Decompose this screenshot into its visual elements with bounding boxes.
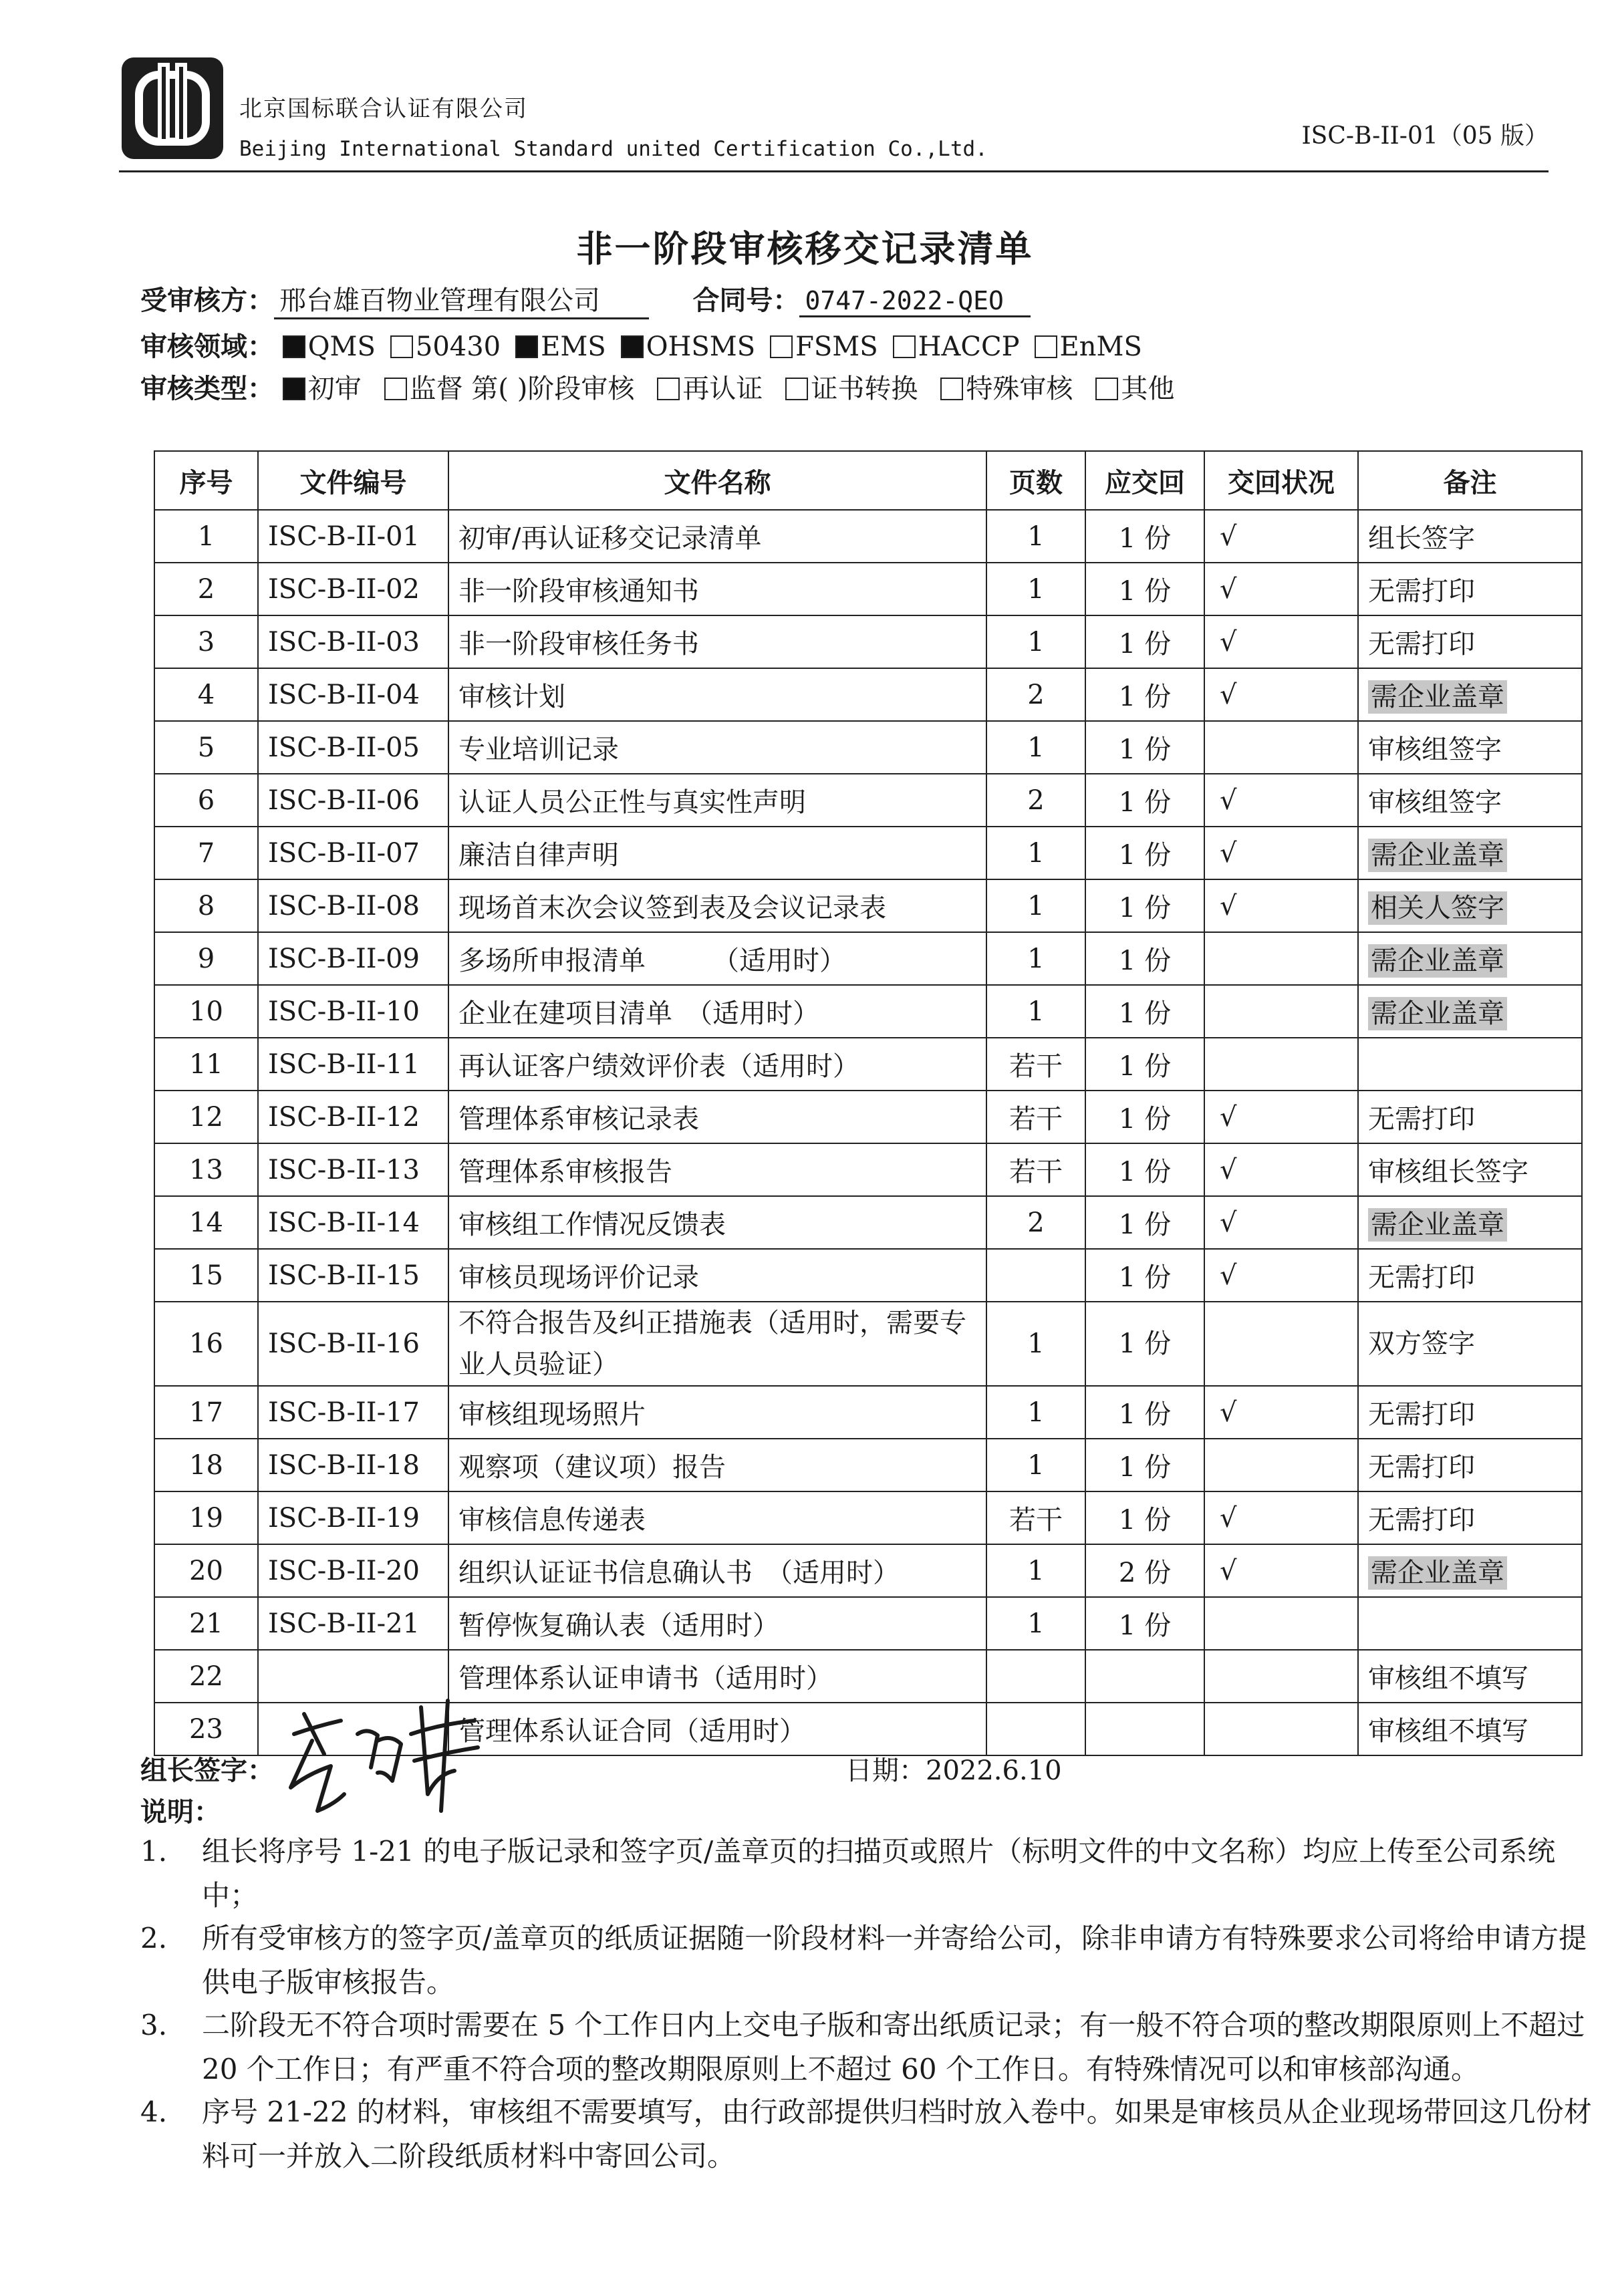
row-code: ISC-B-II-09 xyxy=(258,932,448,985)
row-remark: 无需打印 xyxy=(1358,1386,1582,1439)
row-name: 多场所申报清单 （适用时） xyxy=(448,932,986,985)
table-row xyxy=(154,827,1582,879)
note-text: 二阶段无不符合项时需要在 5 个工作日内上交电子版和寄出纸质记录；有一般不符合项的整改期限原则上不超过 20 个工作日；有严重不符合项的整改期限原则上不超过 60 个工作日。有特殊情况可以和审核部沟通。 xyxy=(202,2009,1585,2086)
row-pages: 若干 xyxy=(986,1491,1085,1544)
highlighted-remark: 需企业盖章 xyxy=(1368,944,1507,978)
transfer-record-table xyxy=(154,450,1583,1756)
date: 日期：2022.6.10 xyxy=(845,1755,1062,1786)
row-name: 再认证客户绩效评价表（适用时） xyxy=(448,1038,986,1091)
row-pages: 1 xyxy=(986,1302,1085,1386)
row-no: 16 xyxy=(154,1302,258,1386)
note-item xyxy=(140,2090,1594,2178)
row-status: √ xyxy=(1204,1091,1358,1143)
row-remark xyxy=(1358,1196,1582,1249)
row-code: ISC-B-II-03 xyxy=(258,615,448,668)
audit-field-option-label: EnMS xyxy=(1059,331,1142,362)
audit-field-option xyxy=(390,331,501,362)
table-row xyxy=(154,1597,1582,1650)
audit-type-option xyxy=(657,374,763,404)
audit-type-option xyxy=(384,374,635,404)
notes-title: 说明： xyxy=(140,1796,221,1828)
table-row xyxy=(154,1544,1582,1597)
row-remark: 双方签字 xyxy=(1358,1302,1582,1386)
row-remark xyxy=(1358,1597,1582,1650)
row-copies: 1 份 xyxy=(1085,1439,1204,1491)
highlighted-remark: 需企业盖章 xyxy=(1368,839,1507,872)
unchecked-box-icon xyxy=(1035,335,1057,358)
row-no: 9 xyxy=(154,932,258,985)
table-row xyxy=(154,1249,1582,1302)
row-no: 5 xyxy=(154,721,258,774)
unchecked-box-icon xyxy=(893,335,916,358)
table-header-row xyxy=(154,451,1582,510)
unchecked-box-icon xyxy=(940,378,963,400)
row-code: ISC-B-II-02 xyxy=(258,563,448,615)
audit-field-option-label: HACCP xyxy=(918,331,1020,362)
note-number: 2. xyxy=(140,1922,168,1955)
row-no: 1 xyxy=(154,510,258,563)
row-copies: 1 份 xyxy=(1085,668,1204,721)
unchecked-box-icon xyxy=(770,335,793,358)
row-code: ISC-B-II-16 xyxy=(258,1302,448,1386)
unchecked-box-icon xyxy=(785,378,808,400)
note-text: 组长将序号 1-21 的电子版记录和签字页/盖章页的扫描页或照片（标明文件的中文名称）均应上传至公司系统中； xyxy=(202,1835,1556,1912)
company-name-en: Beijing International Standard united Certification Co.,Ltd. xyxy=(239,137,988,161)
row-copies: 1 份 xyxy=(1085,563,1204,615)
unchecked-box-icon xyxy=(1095,378,1118,400)
row-pages: 1 xyxy=(986,827,1085,879)
row-name: 观察项（建议项）报告 xyxy=(448,1439,986,1491)
audit-type-option-label: 再认证 xyxy=(682,374,763,404)
row-status xyxy=(1204,985,1358,1038)
row-status: √ xyxy=(1204,615,1358,668)
row-no: 10 xyxy=(154,985,258,1038)
row-pages: 1 xyxy=(986,879,1085,932)
table-row xyxy=(154,985,1582,1038)
row-code: ISC-B-II-19 xyxy=(258,1491,448,1544)
audit-field-options xyxy=(283,331,1157,362)
row-no: 14 xyxy=(154,1196,258,1249)
row-name: 不符合报告及纠正措施表（适用时，需要专业人员验证） xyxy=(448,1302,986,1386)
audit-field-label: 审核领域： xyxy=(140,331,274,362)
row-code: ISC-B-II-18 xyxy=(258,1439,448,1491)
row-no: 7 xyxy=(154,827,258,879)
highlighted-remark: 需企业盖章 xyxy=(1368,1208,1507,1242)
row-no: 11 xyxy=(154,1038,258,1091)
highlighted-remark: 相关人签字 xyxy=(1368,891,1507,925)
row-no: 22 xyxy=(154,1650,258,1703)
checked-box-icon xyxy=(283,335,305,358)
row-pages: 1 xyxy=(986,721,1085,774)
row-status: √ xyxy=(1204,1386,1358,1439)
row-name: 审核计划 xyxy=(448,668,986,721)
row-name: 审核组现场照片 xyxy=(448,1386,986,1439)
row-pages xyxy=(986,1703,1085,1755)
handwritten-signature xyxy=(277,1694,498,1818)
row-no: 6 xyxy=(154,774,258,827)
row-remark xyxy=(1358,1544,1582,1597)
row-status: √ xyxy=(1204,668,1358,721)
row-name: 审核组工作情况反馈表 xyxy=(448,1196,986,1249)
audit-type-option xyxy=(283,374,362,404)
row-copies xyxy=(1085,1650,1204,1703)
row-remark xyxy=(1358,879,1582,932)
highlighted-remark: 需企业盖章 xyxy=(1368,680,1507,714)
row-copies: 1 份 xyxy=(1085,1302,1204,1386)
row-no: 23 xyxy=(154,1703,258,1755)
row-status: √ xyxy=(1204,510,1358,563)
row-copies: 1 份 xyxy=(1085,1249,1204,1302)
auditee-line xyxy=(140,279,1031,319)
note-text: 所有受审核方的签字页/盖章页的纸质证据随一阶段材料一并寄给公司，除非申请方有特殊要求公司将给申请方提供电子版审核报告。 xyxy=(202,1922,1587,1999)
row-pages: 1 xyxy=(986,932,1085,985)
table-row xyxy=(154,932,1582,985)
highlighted-remark: 需企业盖章 xyxy=(1368,1556,1507,1590)
row-remark: 无需打印 xyxy=(1358,1491,1582,1544)
col-header-pages: 页数 xyxy=(986,451,1085,510)
highlighted-remark: 需企业盖章 xyxy=(1368,997,1507,1030)
row-status xyxy=(1204,721,1358,774)
row-pages: 1 xyxy=(986,615,1085,668)
row-code: ISC-B-II-12 xyxy=(258,1091,448,1143)
audit-field-option xyxy=(893,331,1020,362)
audit-type-options xyxy=(283,374,1198,404)
row-remark: 审核组签字 xyxy=(1358,774,1582,827)
leader-signature-label: 组长签字： xyxy=(140,1755,274,1786)
table-row xyxy=(154,668,1582,721)
auditee-label: 受审核方： xyxy=(140,285,274,316)
row-copies: 1 份 xyxy=(1085,985,1204,1038)
row-remark: 审核组长签字 xyxy=(1358,1143,1582,1196)
audit-type-option xyxy=(1095,374,1174,404)
audit-field-line xyxy=(140,325,1157,364)
row-remark: 组长签字 xyxy=(1358,510,1582,563)
checked-box-icon xyxy=(283,378,305,400)
row-code: ISC-B-II-13 xyxy=(258,1143,448,1196)
row-pages: 1 xyxy=(986,510,1085,563)
note-item xyxy=(140,1830,1594,1918)
row-remark: 审核组签字 xyxy=(1358,721,1582,774)
row-copies: 1 份 xyxy=(1085,1597,1204,1650)
note-number: 3. xyxy=(140,2009,168,2041)
row-name: 专业培训记录 xyxy=(448,721,986,774)
contract-value: 0747-2022-QEO xyxy=(799,286,1031,317)
row-status xyxy=(1204,1038,1358,1091)
table-row xyxy=(154,1439,1582,1491)
audit-field-option-label: QMS xyxy=(307,331,376,362)
audit-type-label: 审核类型： xyxy=(140,373,274,404)
row-name: 管理体系认证申请书（适用时） xyxy=(448,1650,986,1703)
row-code: ISC-B-II-05 xyxy=(258,721,448,774)
unchecked-box-icon xyxy=(390,335,413,358)
document-number: ISC-B-II-01（05 版） xyxy=(1301,122,1549,150)
row-code: ISC-B-II-08 xyxy=(258,879,448,932)
table-row xyxy=(154,774,1582,827)
row-copies: 1 份 xyxy=(1085,721,1204,774)
row-pages: 1 xyxy=(986,985,1085,1038)
row-name: 现场首末次会议签到表及会议记录表 xyxy=(448,879,986,932)
row-status xyxy=(1204,1439,1358,1491)
row-remark xyxy=(1358,985,1582,1038)
row-remark: 无需打印 xyxy=(1358,1439,1582,1491)
row-name: 审核信息传递表 xyxy=(448,1491,986,1544)
row-remark: 审核组不填写 xyxy=(1358,1650,1582,1703)
row-remark xyxy=(1358,668,1582,721)
row-status xyxy=(1204,932,1358,985)
col-header-no: 序号 xyxy=(154,451,258,510)
note-number: 1. xyxy=(140,1835,168,1868)
row-status: √ xyxy=(1204,1196,1358,1249)
row-copies: 1 份 xyxy=(1085,1091,1204,1143)
table-row xyxy=(154,1091,1582,1143)
row-pages: 1 xyxy=(986,1386,1085,1439)
row-status: √ xyxy=(1204,827,1358,879)
audit-field-option xyxy=(770,331,878,362)
contract-label: 合同号： xyxy=(692,285,800,316)
table-row xyxy=(154,1143,1582,1196)
row-code: ISC-B-II-15 xyxy=(258,1249,448,1302)
unchecked-box-icon xyxy=(657,378,680,400)
row-status: √ xyxy=(1204,1544,1358,1597)
table-row xyxy=(154,879,1582,932)
row-code: ISC-B-II-14 xyxy=(258,1196,448,1249)
row-code: ISC-B-II-21 xyxy=(258,1597,448,1650)
row-name: 非一阶段审核任务书 xyxy=(448,615,986,668)
row-copies: 1 份 xyxy=(1085,1491,1204,1544)
checked-box-icon xyxy=(621,335,644,358)
row-name: 非一阶段审核通知书 xyxy=(448,563,986,615)
row-copies: 1 份 xyxy=(1085,932,1204,985)
row-code: ISC-B-II-17 xyxy=(258,1386,448,1439)
row-name: 管理体系审核报告 xyxy=(448,1143,986,1196)
row-remark: 无需打印 xyxy=(1358,1091,1582,1143)
note-number: 4. xyxy=(140,2096,168,2128)
table-row xyxy=(154,1038,1582,1091)
audit-type-option-label: 其他 xyxy=(1121,374,1175,404)
note-item xyxy=(140,1916,1594,2005)
table-row xyxy=(154,510,1582,563)
row-remark xyxy=(1358,932,1582,985)
row-status: √ xyxy=(1204,1143,1358,1196)
row-status: √ xyxy=(1204,774,1358,827)
auditee-value: 邢台雄百物业管理有限公司 xyxy=(274,279,649,319)
row-pages: 2 xyxy=(986,774,1085,827)
row-name: 初审/再认证移交记录清单 xyxy=(448,510,986,563)
table-row xyxy=(154,1386,1582,1439)
col-header-status: 交回状况 xyxy=(1204,451,1358,510)
row-remark xyxy=(1358,827,1582,879)
table-row xyxy=(154,1196,1582,1249)
table-row xyxy=(154,721,1582,774)
row-no: 2 xyxy=(154,563,258,615)
row-code: ISC-B-II-10 xyxy=(258,985,448,1038)
row-no: 8 xyxy=(154,879,258,932)
row-no: 21 xyxy=(154,1597,258,1650)
row-pages: 1 xyxy=(986,1597,1085,1650)
row-name: 审核员现场评价记录 xyxy=(448,1249,986,1302)
row-code: ISC-B-II-04 xyxy=(258,668,448,721)
row-code: ISC-B-II-11 xyxy=(258,1038,448,1091)
row-name: 认证人员公正性与真实性声明 xyxy=(448,774,986,827)
audit-field-option xyxy=(283,331,376,362)
row-code: ISC-B-II-20 xyxy=(258,1544,448,1597)
row-name: 廉洁自律声明 xyxy=(448,827,986,879)
row-status: √ xyxy=(1204,1491,1358,1544)
audit-field-option-label: EMS xyxy=(541,331,606,362)
audit-type-option-label: 特殊审核 xyxy=(966,374,1073,404)
row-name: 暂停恢复确认表（适用时） xyxy=(448,1597,986,1650)
row-no: 18 xyxy=(154,1439,258,1491)
row-copies: 2 份 xyxy=(1085,1544,1204,1597)
row-copies: 1 份 xyxy=(1085,1038,1204,1091)
table-row xyxy=(154,1302,1582,1386)
row-no: 20 xyxy=(154,1544,258,1597)
audit-type-option xyxy=(940,374,1073,404)
row-pages: 1 xyxy=(986,1544,1085,1597)
row-name: 管理体系认证合同（适用时） xyxy=(448,1703,986,1755)
company-name-cn: 北京国标联合认证有限公司 xyxy=(239,96,528,122)
row-status xyxy=(1204,1650,1358,1703)
audit-type-option-label: 监督 第( )阶段审核 xyxy=(409,374,635,404)
row-copies: 1 份 xyxy=(1085,774,1204,827)
table-row xyxy=(154,1491,1582,1544)
row-remark: 无需打印 xyxy=(1358,615,1582,668)
row-pages: 2 xyxy=(986,1196,1085,1249)
row-copies: 1 份 xyxy=(1085,827,1204,879)
audit-field-option xyxy=(515,331,606,362)
row-copies: 1 份 xyxy=(1085,615,1204,668)
row-remark: 审核组不填写 xyxy=(1358,1703,1582,1755)
row-remark: 无需打印 xyxy=(1358,563,1582,615)
row-name: 管理体系审核记录表 xyxy=(448,1091,986,1143)
row-code: ISC-B-II-07 xyxy=(258,827,448,879)
audit-field-option xyxy=(621,331,755,362)
audit-field-option-label: 50430 xyxy=(415,331,501,362)
header-divider xyxy=(119,170,1549,172)
col-header-copies: 应交回 xyxy=(1085,451,1204,510)
note-text: 序号 21-22 的材料，审核组不需要填写，由行政部提供归档时放入卷中。如果是审核员从企业现场带回这几份材料可一并放入二阶段纸质材料中寄回公司。 xyxy=(202,2096,1592,2172)
row-remark xyxy=(1358,1038,1582,1091)
row-pages: 2 xyxy=(986,668,1085,721)
row-code: ISC-B-II-06 xyxy=(258,774,448,827)
row-name: 企业在建项目清单 （适用时） xyxy=(448,985,986,1038)
row-pages xyxy=(986,1650,1085,1703)
row-status xyxy=(1204,1597,1358,1650)
row-copies: 1 份 xyxy=(1085,879,1204,932)
audit-type-option-label: 初审 xyxy=(307,374,362,404)
row-no: 17 xyxy=(154,1386,258,1439)
audit-type-option-label: 证书转换 xyxy=(811,374,918,404)
audit-type-line xyxy=(140,368,1197,406)
audit-field-option xyxy=(1035,331,1142,362)
note-item xyxy=(140,2003,1594,2092)
row-copies: 1 份 xyxy=(1085,1143,1204,1196)
row-status: √ xyxy=(1204,563,1358,615)
col-header-remark: 备注 xyxy=(1358,451,1582,510)
row-pages: 若干 xyxy=(986,1038,1085,1091)
row-no: 19 xyxy=(154,1491,258,1544)
row-status: √ xyxy=(1204,879,1358,932)
row-no: 4 xyxy=(154,668,258,721)
row-status xyxy=(1204,1703,1358,1755)
company-logo xyxy=(119,55,226,162)
audit-type-option xyxy=(785,374,918,404)
row-copies: 1 份 xyxy=(1085,1386,1204,1439)
row-copies: 1 份 xyxy=(1085,510,1204,563)
row-pages: 若干 xyxy=(986,1091,1085,1143)
row-status xyxy=(1204,1302,1358,1386)
table-row xyxy=(154,615,1582,668)
row-name: 组织认证证书信息确认书 （适用时） xyxy=(448,1544,986,1597)
col-header-name: 文件名称 xyxy=(448,451,986,510)
row-no: 13 xyxy=(154,1143,258,1196)
row-no: 3 xyxy=(154,615,258,668)
audit-field-option-label: OHSMS xyxy=(646,331,756,362)
row-no: 15 xyxy=(154,1249,258,1302)
checked-box-icon xyxy=(515,335,538,358)
row-pages: 若干 xyxy=(986,1143,1085,1196)
row-pages: 1 xyxy=(986,1439,1085,1491)
audit-field-option-label: FSMS xyxy=(795,331,878,362)
unchecked-box-icon xyxy=(384,378,407,400)
row-copies: 1 份 xyxy=(1085,1196,1204,1249)
row-remark: 无需打印 xyxy=(1358,1249,1582,1302)
row-copies xyxy=(1085,1703,1204,1755)
row-status: √ xyxy=(1204,1249,1358,1302)
row-pages: 1 xyxy=(986,563,1085,615)
col-header-code: 文件编号 xyxy=(258,451,448,510)
row-no: 12 xyxy=(154,1091,258,1143)
page-title: 非一阶段审核移交记录清单 xyxy=(576,227,1034,270)
row-code: ISC-B-II-01 xyxy=(258,510,448,563)
row-pages xyxy=(986,1249,1085,1302)
table-row xyxy=(154,563,1582,615)
